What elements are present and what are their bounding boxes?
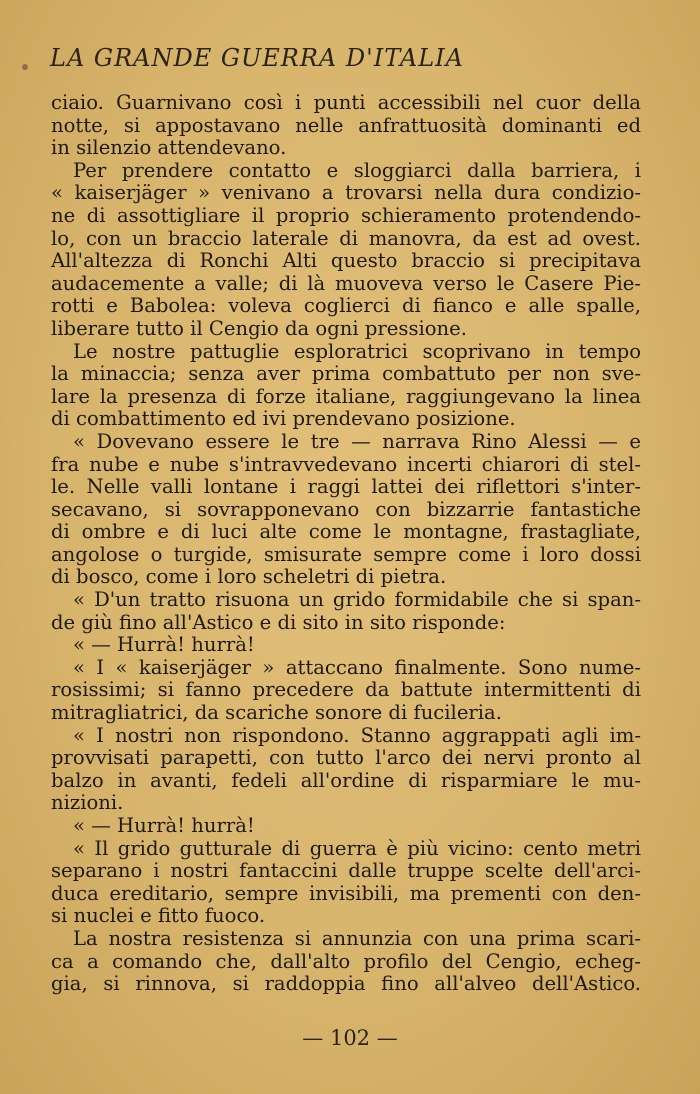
text-line: Le nostre pattuglie esploratrici scoprivano in tempo bbox=[73, 339, 641, 363]
text-line: « I « kaiserjäger » attaccano finalmente. Sono nume- bbox=[73, 655, 641, 679]
text-line: « kaiserjäger » venivano a trovarsi nella dura condizio- bbox=[51, 181, 641, 205]
text-line: audacemente a valle; di là muoveva verso le Casere Pie- bbox=[51, 271, 641, 295]
text-line: angolose o turgide, smisurate sempre come i loro dossi bbox=[51, 542, 641, 566]
text-line: gia, si rinnova, si raddoppia fino all'alveo dell'Astico. bbox=[51, 972, 641, 996]
text-line: « Dovevano essere le tre — narrava Rino Alessi — e bbox=[73, 429, 641, 453]
text-line: la minaccia; senza aver prima combattuto per non sve- bbox=[51, 362, 641, 386]
text-line: di ombre e di luci alte come le montagne, frastagliate, bbox=[51, 520, 641, 544]
text-line: ca a comando che, dall'alto profilo del Cengio, echeg- bbox=[51, 949, 641, 973]
text-line: mitragliatrici, da scariche sonore di fucileria. bbox=[51, 701, 502, 725]
running-head: LA GRANDE GUERRA D'ITALIA bbox=[50, 44, 464, 72]
text-line: All'altezza di Ronchi Alti questo braccio si precipitava bbox=[51, 249, 641, 273]
text-line: ciaio. Guarnivano così i punti accessibili nel cuor della bbox=[51, 91, 641, 114]
text-line: « Il grido gutturale di guerra è più vicino: cento metri bbox=[73, 836, 641, 860]
text-line: separano i nostri fantaccini dalle truppe scelte dell'arci- bbox=[51, 859, 641, 883]
text-line: rotti e Babolea: voleva coglierci di fianco e alle spalle, bbox=[51, 294, 641, 318]
text-line: liberare tutto il Cengio da ogni pressione. bbox=[51, 316, 468, 340]
text-line: rosissimi; si fanno precedere da battute intermittenti di bbox=[51, 678, 641, 702]
text-line: di bosco, come i loro scheletri di pietra. bbox=[51, 565, 447, 589]
text-line: de giù fino all'Astico e di sito in sito risponde: bbox=[51, 610, 506, 634]
text-line: balzo in avanti, fedeli all'ordine di risparmiare le mu- bbox=[51, 768, 641, 792]
text-line: lo, con un braccio laterale di manovra, da est ad ovest. bbox=[51, 226, 641, 250]
text-line: nizioni. bbox=[51, 791, 124, 815]
text-line: secavano, si sovrapponevano con bizzarrie fantastiche bbox=[51, 497, 641, 521]
text-line: « I nostri non rispondono. Stanno aggrappati agli im- bbox=[73, 723, 641, 747]
text-line: Per prendere contatto e sloggiarci dalla barriera, i bbox=[73, 158, 641, 182]
text-line: duca ereditario, sempre invisibili, ma prementi con den- bbox=[51, 881, 641, 905]
text-line: « — Hurrà! hurrà! bbox=[73, 633, 255, 657]
page-number: — 102 — bbox=[302, 1026, 398, 1050]
text-line: ne di assottigliare il proprio schieramento protendendo- bbox=[51, 203, 641, 227]
text-line: La nostra resistenza si annunzia con una prima scari- bbox=[73, 926, 641, 950]
text-line: le. Nelle valli lontane i raggi lattei dei riflettori s'inter- bbox=[51, 475, 641, 499]
text-line: « — Hurrà! hurrà! bbox=[73, 814, 255, 837]
text-line: in silenzio attendevano. bbox=[51, 136, 287, 160]
text-line: notte, si appostavano nelle anfrattuosità dominanti ed bbox=[51, 113, 641, 137]
text-line: si nuclei e fitto fuoco. bbox=[51, 904, 266, 928]
text-line: « D'un tratto risuona un grido formidabile che si span- bbox=[73, 588, 641, 612]
text-line: lare la presenza di forze italiane, raggiungevano la linea bbox=[51, 384, 641, 408]
page-speck bbox=[22, 64, 28, 70]
text-line: fra nube e nube s'intravvedevano incerti chiarori di stel- bbox=[51, 452, 641, 476]
body-text bbox=[51, 92, 641, 996]
text-line: di combattimento ed ivi prendevano posizione. bbox=[51, 407, 516, 431]
text-line: provvisati parapetti, con tutto l'arco dei nervi pronto al bbox=[51, 746, 641, 770]
